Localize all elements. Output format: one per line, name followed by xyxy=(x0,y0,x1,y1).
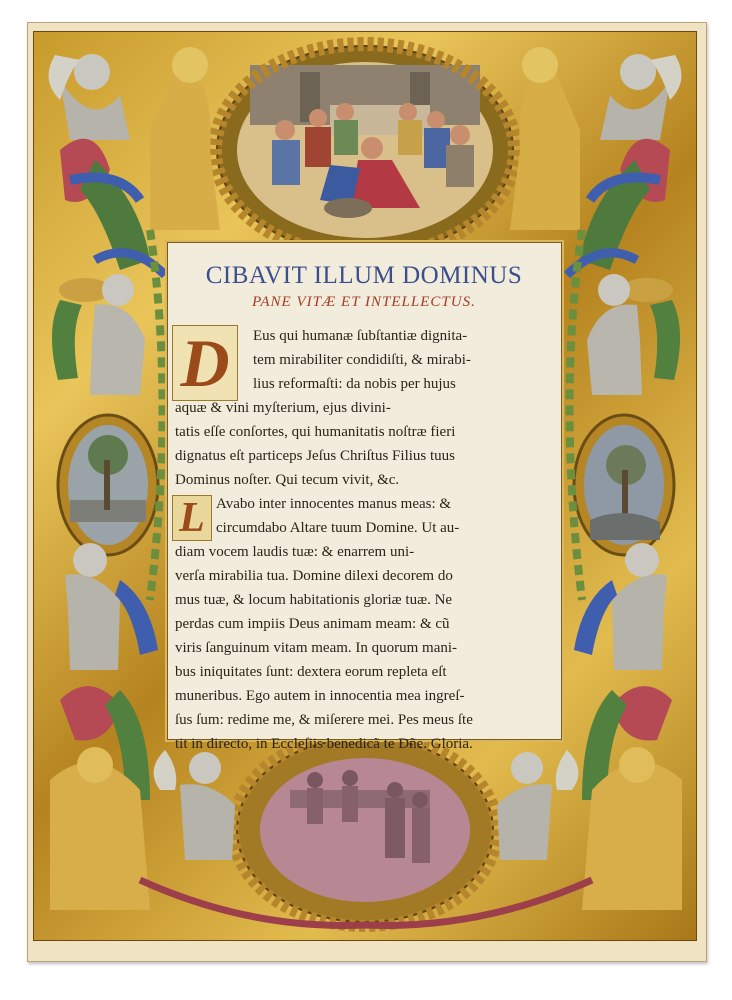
right-cherub-basket xyxy=(567,253,680,395)
right-landscape-medallion xyxy=(574,415,674,555)
psalm-line: Avabo inter innocentes manus meas: & xyxy=(216,496,452,512)
page-title: CIBAVIT ILLUM DOMINUS xyxy=(205,262,523,289)
psalm-line: ſus ſum: redime me, & miſerere mei. Pes meus ſte xyxy=(175,712,473,728)
page-subtitle: PANE VITÆ ET INTELLECTUS. xyxy=(252,294,476,310)
psalm-line: perdas cum impiis Deus animam meam: & cũ xyxy=(175,616,450,632)
prayer-line: tatis eſſe conſortes, qui humanitatis noſtræ fieri xyxy=(175,424,456,440)
psalm-line: bus iniquitates ſunt: dextera eorum repleta eſt xyxy=(175,664,447,680)
psalm-line: verſa mirabilia tua. Domine dilexi decorem do xyxy=(175,568,453,584)
left-landscape-medallion xyxy=(58,415,158,555)
illuminated-initial-l: L xyxy=(172,495,212,541)
psalm-line: mus tuæ, & locum habitationis gloriæ tuæ. Ne xyxy=(175,592,453,608)
prayer-line: Eus qui humanæ ſubſtantiæ dignita- xyxy=(253,328,468,344)
psalm-line: circumdabo Altare tuum Domine. Ut au- xyxy=(216,520,460,536)
top-right-angels xyxy=(510,47,681,270)
prayer-line: aquæ & vini myſterium, ejus divini- xyxy=(175,400,391,416)
top-left-angels xyxy=(49,47,220,270)
prayer-line: tem mirabiliter condidiſti, & mirabi- xyxy=(253,352,471,368)
prayer-line: Dominus noſter. Qui tecum vivit, &c. xyxy=(175,472,400,488)
psalm-line: muneribus. Ego autem in innocentia mea ingreſ- xyxy=(175,688,465,704)
prayer-line: dignatus eſt particeps Jeſus Chriſtus Filius tuus xyxy=(175,448,455,464)
psalm-line: tit in directo, in Eccleſiis benedicã te Dñe. Gloria. xyxy=(175,736,473,752)
prayer-line: lius reformaſti: da nobis per hujus xyxy=(253,376,456,392)
psalm-line: viris ſanguinum vitam meam. In quorum mani- xyxy=(175,640,458,656)
illuminated-initial-d: D xyxy=(172,325,238,401)
psalm-line: diam vocem laudis tuæ: & enarrem uni- xyxy=(175,544,415,560)
left-cherub-basket xyxy=(52,253,165,395)
